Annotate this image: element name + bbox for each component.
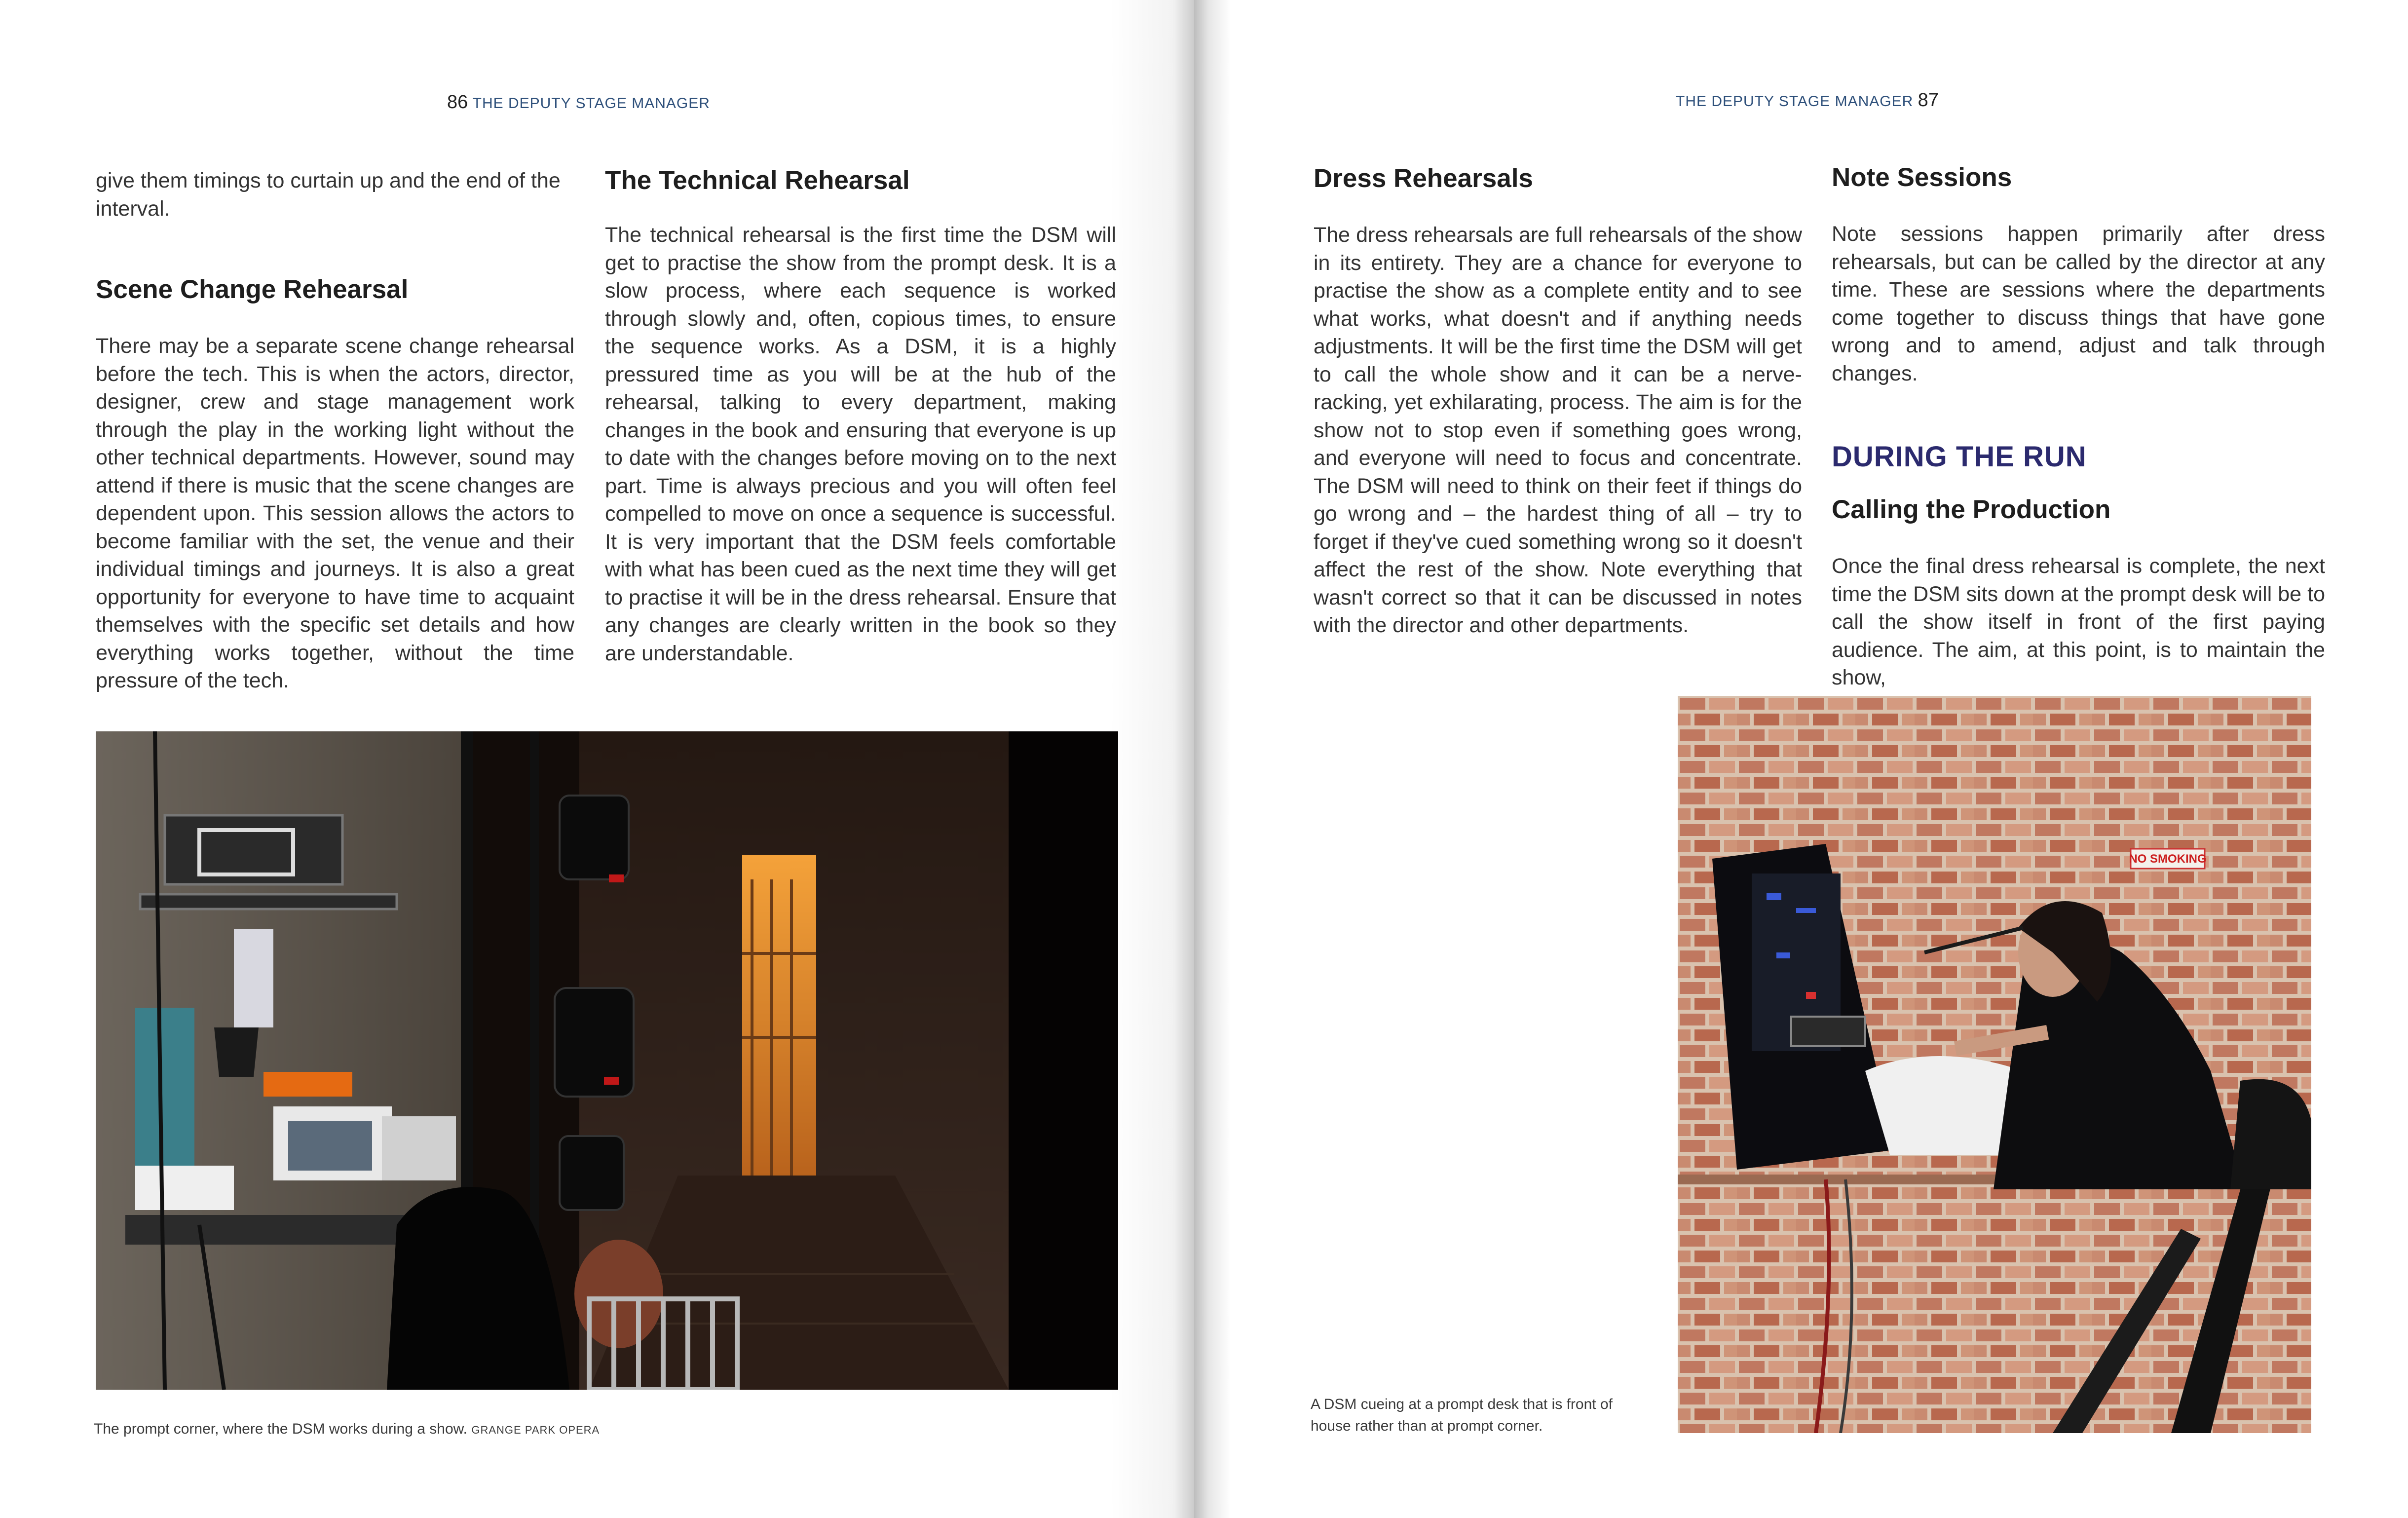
right-page	[1194, 0, 2408, 1518]
scene-change-text: There may be a separate scene change rehearsal before the tech. This is when the actors, director, designer, crew and stage management work through the play in the working light without the other technical departments. However, sound may attend if there is music that the scene changes are dependent upon. This session allows the actors to become familiar with the set, the venue and their individual timings and journeys. It is also a great opportunity for everyone to have time to acquaint themselves with the specific set details and how everything works together, without the time pressure of the tech.	[96, 334, 574, 692]
right-page-number: 87	[1918, 90, 1939, 111]
right-column-1	[1314, 163, 1802, 640]
technical-rehearsal-heading: The Technical Rehearsal	[605, 166, 910, 195]
prompt-desk-photo	[1678, 696, 2311, 1433]
left-column-1	[96, 167, 574, 695]
left-caption-credit: GRANGE PARK OPERA	[471, 1424, 600, 1436]
note-sessions-heading: Note Sessions	[1832, 163, 2012, 192]
right-photo-caption: A DSM cueing at a prompt desk that is front of house rather than at prompt corner.	[1311, 1396, 1613, 1434]
dress-rehearsals-text: The dress rehearsals are full rehearsals of the show in its entirety. They are a chance for everyone to practise the show as a complete entity and to see what works, what doesn't and if anything needs adjustments. It will be the first time the DSM will get to call the whole show and it can be a nerve-racking, yet exhilarating, process. The aim is for the show not to stop even if something goes wrong, and everyone will need to focus and concentrate. The DSM will need to think on their feet if things do go wrong and – the hardest thing of all – try to forget if they've cued something wrong so it doesn't affect the rest of the show. Note everything that wasn't correct so that it can be discussed in notes with the director and other departments.	[1314, 223, 1802, 637]
left-running-head	[447, 92, 710, 113]
left-column-2	[605, 165, 1116, 667]
left-page-number: 86	[447, 92, 468, 113]
during-the-run-heading: DURING THE RUN	[1832, 441, 2087, 473]
right-running-head-label: THE DEPUTY STAGE MANAGER	[1676, 93, 1914, 110]
note-sessions-text: Note sessions happen primarily after dress rehearsals, but can be called by the director at any time. These are sessions where the departments come together to discuss things that have gone wrong and to amend, adjust and talk through changes.	[1832, 222, 2325, 385]
scene-change-heading: Scene Change Rehearsal	[96, 275, 409, 304]
prompt-desk-illustration	[1678, 696, 2311, 1433]
technical-rehearsal-text: The technical rehearsal is the first time the DSM will get to practise the show from the prompt desk. It is a slow process, where each sequence is worked through slowly and, often, copious times, to ensure the sequence works. As a DSM, it is a highly pressured time as you will be at the hub of the rehearsal, talking to every department, making changes in the book and ensuring that everyone is up to date with the changes before moving on to the next part. Time is always precious and you will often feel compelled to move on once a sequence is successful. It is very important that the DSM feels comfortable with what has been cued as the next time they will get to practise it will be in the dress rehearsal. Ensure that any changes are clearly written in the book so they are understandable.	[605, 223, 1116, 665]
dress-rehearsals-heading: Dress Rehearsals	[1314, 164, 1533, 193]
left-running-head-label: THE DEPUTY STAGE MANAGER	[472, 95, 710, 112]
col1-intro-text: give them timings to curtain up and the end of the interval.	[96, 169, 561, 221]
left-page	[0, 0, 1194, 1518]
no-smoking-sign: NO SMOKING	[2129, 852, 2207, 866]
prompt-corner-photo	[96, 731, 1118, 1390]
left-caption-text: The prompt corner, where the DSM works during a show.	[94, 1421, 468, 1437]
prompt-corner-illustration	[96, 731, 1118, 1390]
right-column-2	[1832, 162, 2325, 692]
calling-production-heading: Calling the Production	[1832, 495, 2111, 524]
right-running-head	[1676, 90, 1939, 111]
calling-production-text: Once the final dress rehearsal is complete, the next time the DSM sits down at the prompt desk will be to call the show itself in front of the first paying audience. The aim, at this point, is to maintain the show,	[1832, 554, 2325, 689]
left-photo-caption	[94, 1418, 785, 1441]
